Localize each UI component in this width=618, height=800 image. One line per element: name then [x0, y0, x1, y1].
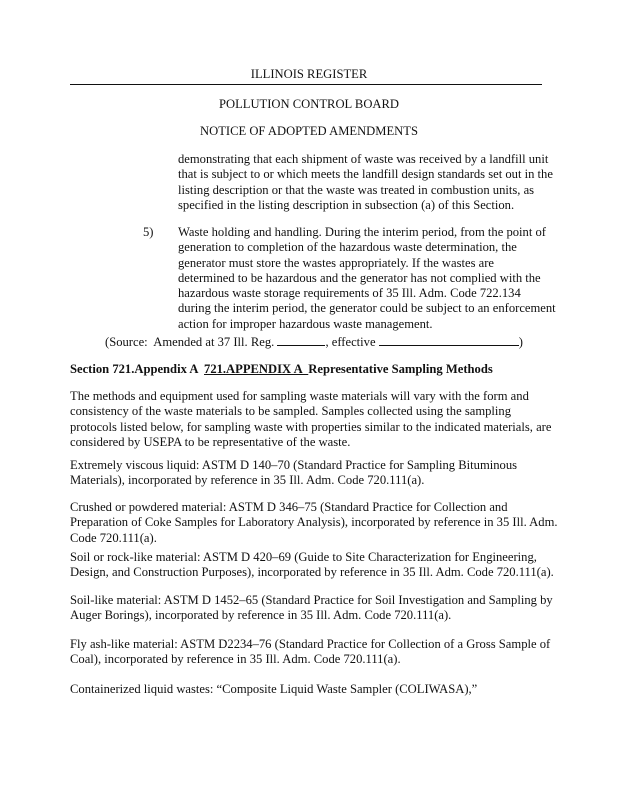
text-line: hazardous waste storage requirements of 35 Ill. Adm. Code 722.134	[178, 286, 521, 301]
text-line: listing description or that the waste was treated in combustion units, as	[178, 182, 535, 197]
text-line: generation to completion of the hazardous waste determination, the	[178, 240, 517, 255]
board-title: POLLUTION CONTROL BOARD	[218, 97, 400, 111]
text-line: Auger Borings), incorporated by reference in 35 Ill. Adm. Code 720.111(a).	[70, 608, 452, 623]
text-line: Extremely viscous liquid: ASTM D 140–70 (Standard Practice for Sampling Bituminous	[70, 458, 518, 472]
text-line: Crushed or powdered material: ASTM D 346–75 (Standard Practice for Collection and	[70, 500, 508, 514]
item-number: 5)	[143, 225, 154, 239]
text-line: Fly ash-like material: ASTM D2234–76 (Standard Practice for Collection of a Gross Sample of	[70, 637, 551, 651]
source-prefix: (Source: Amended at 37 Ill. Reg.	[105, 335, 278, 349]
text-line: that is subject to or which meets the landfill design standards set out in the	[178, 167, 553, 182]
intro-paragraph	[70, 389, 551, 450]
text-line: specified in the listing description in subsection (a) of this Section.	[178, 197, 515, 212]
text-line: consistency of the waste materials to be sampled. Samples collected using the sampling	[70, 404, 512, 419]
section-heading	[70, 362, 493, 377]
continuation-paragraph	[178, 152, 553, 213]
rock-material-paragraph	[70, 550, 554, 581]
text-line: demonstrating that each shipment of waste was received by a landfill unit	[178, 152, 549, 166]
text-line: generator must store the wastes appropriately. If the wastes are	[178, 255, 495, 270]
item-5-paragraph	[178, 225, 556, 332]
text-line: Waste holding and handling. During the interim period, from the point of	[178, 225, 546, 239]
text-line: Materials), incorporated by reference in 35 Ill. Adm. Code 720.111(a).	[70, 473, 425, 488]
powdered-material-paragraph	[70, 500, 558, 546]
header-rule	[70, 84, 542, 85]
text-line: during the interim period, the generator could be subject to an enforcement	[178, 301, 556, 316]
soil-material-paragraph	[70, 593, 553, 624]
text-line: The methods and equipment used for sampling waste materials will vary with the form and	[70, 389, 529, 403]
text-line: determined to be hazardous and the generator has not complied with the	[178, 270, 541, 285]
effective-blank	[379, 335, 519, 346]
text-line: considered by USEPA to be representative of the waste.	[70, 434, 351, 449]
text-line: Containerized liquid wastes: “Composite Liquid Waste Sampler (COLIWASA),”	[70, 682, 478, 696]
notice-title: NOTICE OF ADOPTED AMENDMENTS	[200, 124, 418, 138]
source-suffix: )	[518, 335, 523, 349]
text-line: action for improper hazardous waste management.	[178, 316, 433, 331]
text-line: Coal), incorporated by reference in 35 Ill. Adm. Code 720.111(a).	[70, 652, 401, 667]
section-new-number: 721.APPENDIX A	[204, 362, 309, 376]
source-note	[105, 335, 523, 350]
text-line: Soil or rock-like material: ASTM D 420–69 (Guide to Site Characterization for Engineering,	[70, 550, 537, 564]
text-line: Design, and Construction Purposes), incorporated by reference in 35 Ill. Adm. Code 720.111(a).	[70, 565, 554, 580]
source-middle: , effective	[325, 335, 379, 349]
text-line: Code 720.111(a).	[70, 530, 157, 545]
register-blank	[277, 335, 325, 346]
viscous-liquid-paragraph	[70, 458, 517, 489]
section-old-number: Section 721.Appendix A	[70, 362, 205, 376]
section-title: Representative Sampling Methods	[308, 362, 493, 376]
text-line: Preparation of Coke Samples for Laboratory Analysis), incorporated by reference in 35 Ill. Adm.	[70, 515, 558, 530]
fly-ash-paragraph	[70, 637, 550, 668]
register-title: ILLINOIS REGISTER	[250, 67, 368, 81]
text-line: Soil-like material: ASTM D 1452–65 (Standard Practice for Soil Investigation and Sampling by	[70, 593, 553, 607]
text-line: protocols listed below, for sampling waste with properties similar to the indicated materials, are	[70, 419, 552, 434]
liquid-wastes-paragraph	[70, 682, 477, 697]
